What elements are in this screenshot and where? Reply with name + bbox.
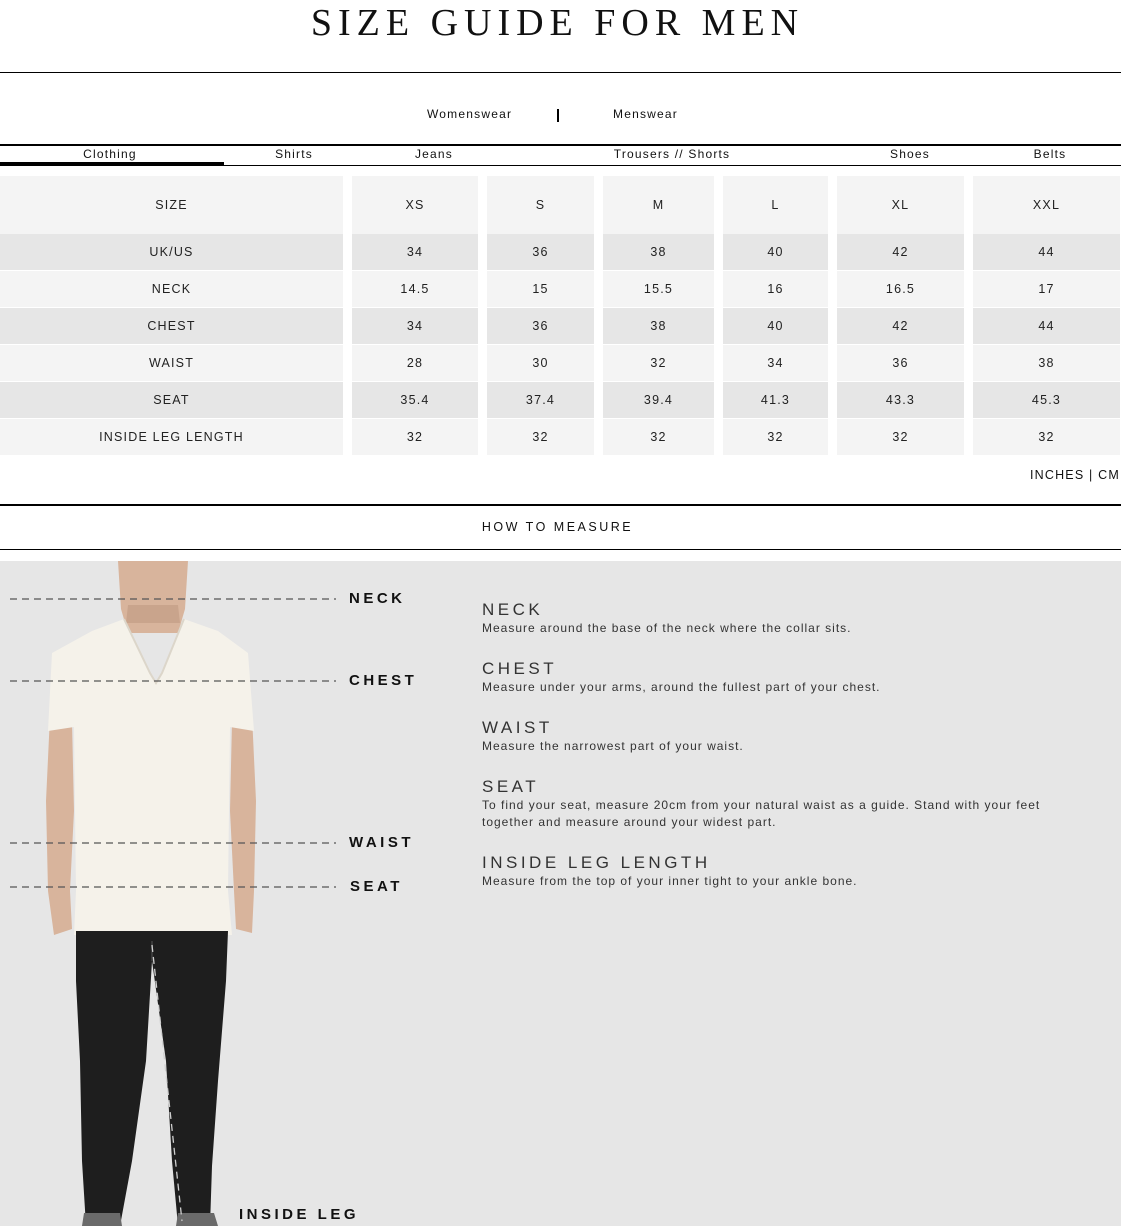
size-column [837,176,964,455]
table-cell: 34 [352,234,478,270]
tab-jeans[interactable]: Jeans [414,147,454,161]
measure-panel [0,561,1121,1226]
measure-heading: SEAT [482,777,540,796]
table-cell: 35.4 [352,382,478,418]
column-header: M [603,176,714,234]
column-header: XS [352,176,478,234]
unit-toggle[interactable]: INCHES | CM [1029,468,1120,482]
table-cell: 32 [603,419,714,455]
page-title: SIZE GUIDE FOR MEN [310,2,805,44]
figure-label-seat: SEAT [350,878,403,895]
table-cell: 32 [973,419,1120,455]
table-cell: 16.5 [837,271,964,307]
table-cell: 37.4 [487,382,594,418]
table-cell: 44 [973,234,1120,270]
figure-label-waist: WAIST [349,834,414,851]
how-to-top-rule [0,504,1121,506]
size-column [973,176,1120,455]
tab-shoes[interactable]: Shoes [889,147,931,161]
row-label: CHEST [0,308,343,344]
size-table [0,176,1121,455]
column-header: SIZE [0,176,343,234]
table-cell: 34 [723,345,828,381]
table-cell: 42 [837,234,964,270]
table-cell: 38 [603,308,714,344]
table-cell: 14.5 [352,271,478,307]
column-header: XL [837,176,964,234]
measure-item-neck [482,600,1092,637]
measure-heading: WAIST [482,718,553,737]
row-label: UK/US [0,234,343,270]
size-column [723,176,828,455]
column-header: S [487,176,594,234]
table-cell: 36 [487,308,594,344]
measure-text: Measure around the base of the neck where the collar sits. [482,621,852,635]
row-label: INSIDE LEG LENGTH [0,419,343,455]
table-cell: 40 [723,308,828,344]
measure-heading: NECK [482,600,544,619]
measure-heading: INSIDE LEG LENGTH [482,853,711,872]
menswear-link[interactable]: Menswear [613,107,678,121]
measure-text: To find your seat, measure 20cm from your natural waist as a guide. Stand with your feet together and measure around your widest part. [482,798,1041,829]
womenswear-link[interactable]: Womenswear [427,107,513,121]
figure-label-inside-leg: INSIDE LEG [239,1206,360,1223]
row-label: WAIST [0,345,343,381]
title-divider [0,72,1121,73]
column-header: XXL [973,176,1120,234]
row-label: NECK [0,271,343,307]
table-cell: 41.3 [723,382,828,418]
table-cell: 44 [973,308,1120,344]
table-cell: 15 [487,271,594,307]
tab-belts[interactable]: Belts [1033,147,1067,161]
table-cell: 36 [487,234,594,270]
measure-heading: CHEST [482,659,558,678]
table-cell: 43.3 [837,382,964,418]
table-cell: 34 [352,308,478,344]
figure-label-neck: NECK [349,590,406,607]
table-cell: 17 [973,271,1120,307]
table-cell: 38 [973,345,1120,381]
measure-text: Measure the narrowest part of your waist. [482,739,744,753]
measure-text: Measure under your arms, around the fullest part of your chest. [482,680,881,694]
table-cell: 42 [837,308,964,344]
tab-trousers-shorts[interactable]: Trousers // Shorts [613,147,731,161]
table-cell: 16 [723,271,828,307]
row-label-column [0,176,343,455]
table-cell: 32 [603,345,714,381]
figure-label-chest: CHEST [349,672,418,689]
how-to-bottom-rule [0,549,1121,550]
measure-text: Measure from the top of your inner tight to your ankle bone. [482,874,858,888]
tab-clothing[interactable]: Clothing [83,147,137,161]
measurement-figure [0,561,470,1226]
measure-item-inside-leg [482,853,1092,890]
measure-item-chest [482,659,1092,696]
gender-separator [557,109,559,122]
row-label: SEAT [0,382,343,418]
table-cell: 15.5 [603,271,714,307]
table-cell: 38 [603,234,714,270]
column-header: L [723,176,828,234]
table-cell: 32 [352,419,478,455]
measure-item-seat [482,777,1092,831]
measure-item-waist [482,718,1092,755]
table-cell: 30 [487,345,594,381]
table-cell: 45.3 [973,382,1120,418]
tabs-bottom-rule [0,165,1121,166]
table-cell: 32 [723,419,828,455]
table-cell: 32 [487,419,594,455]
size-column [603,176,714,455]
table-cell: 36 [837,345,964,381]
gender-nav [0,107,1121,125]
table-cell: 32 [837,419,964,455]
size-column [487,176,594,455]
table-cell: 28 [352,345,478,381]
size-column [352,176,478,455]
table-cell: 40 [723,234,828,270]
how-to-measure-title: HOW TO MEASURE [481,520,634,534]
table-cell: 39.4 [603,382,714,418]
tab-shirts[interactable]: Shirts [275,147,313,161]
